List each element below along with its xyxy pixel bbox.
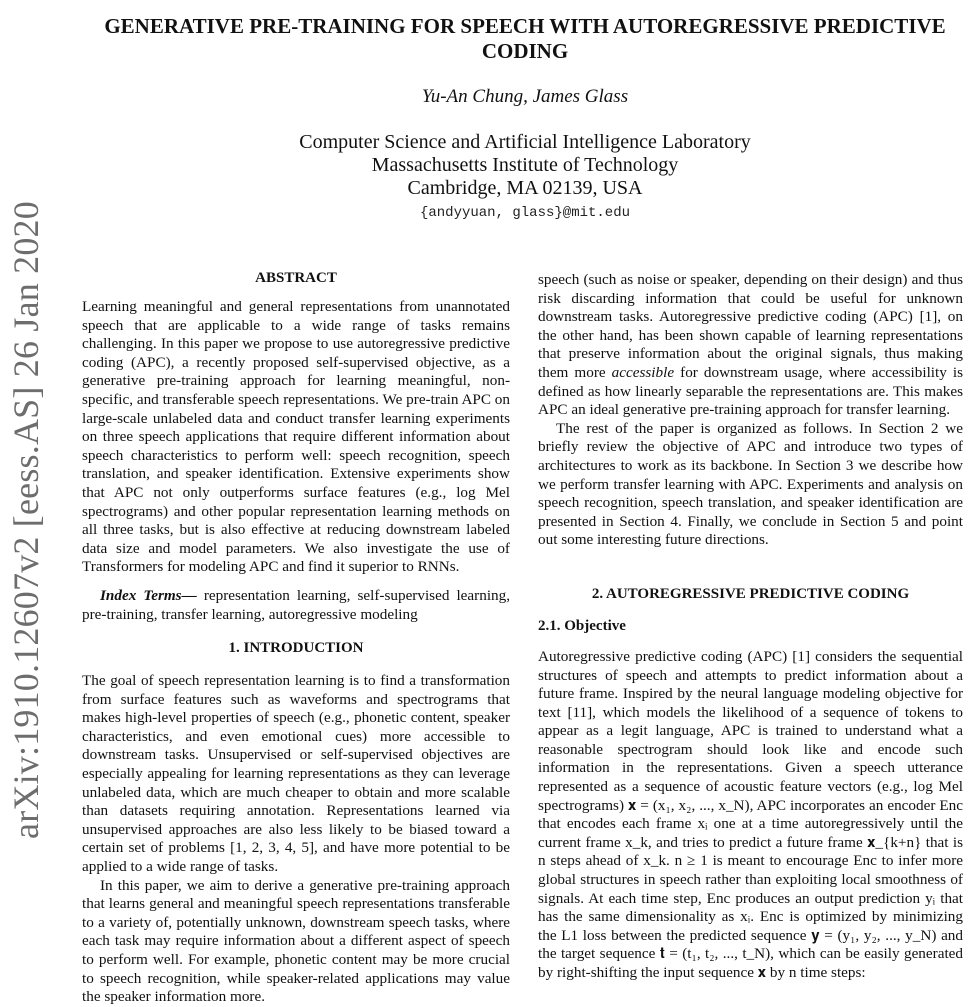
arxiv-identifier: arXiv:1910.12607v2 [eess.AS] 26 Jan 2020 <box>6 201 46 839</box>
author-affiliation <box>90 131 960 200</box>
paragraph-text: for downstream usage, where accessibility is defined as how linearly separable the representations are. This makes APC an ideal generative pre-training approach for transfer learning. <box>538 363 963 419</box>
subsection-objective-heading: 2.1. Objective <box>538 617 626 634</box>
paper-authors: Yu-An Chung, James Glass <box>421 86 629 107</box>
paper-organization-paragraph: The rest of the paper is organized as follows. In Section 2 we briefly review the objective of APC and introduce two types of architectures to work as its backbone. In Section 3 we describe how we perform transfer learning with APC. Experiments and analysis on speech recognition, speech translation, and speaker identification are presented in Section 4. Finally, we conclude in Section 5 and point out some interesting future directions. <box>538 419 963 549</box>
intro-paragraph-continued <box>538 271 963 420</box>
affiliation-line-lab: Computer Science and Artificial Intelligence Laboratory <box>299 131 751 153</box>
emphasis-accessible: accessible <box>611 363 675 381</box>
affiliation-line-address: Cambridge, MA 02139, USA <box>407 177 643 199</box>
objective-paragraph: Autoregressive predictive coding (APC) [1] considers the sequential structures of speech and attempts to predict information about a future frame. Inspired by the neural language modeling objective for text [11], which models the likelihood of a sequence of tokens to appear as a legit language, APC is trained to understand what a reasonable spectrogram should look like and encode such information in the representations. Given a speech utterance represented as a sequence of acoustic feature vectors (e.g., log Mel spectrograms) 𝐱 = (x₁, x₂, ..., x_N), APC incorporates an encoder Enc that encodes each frame xᵢ one at a time autoregressively until the current frame x_k, and tries to predict a future frame 𝐱_{k+n} that is n steps ahead of x_k. n ≥ 1 is meant to encourage Enc to infer more global structures in speech rather than exploiting local smoothness of signals. At each time step, Enc produces an output prediction yᵢ that has the same dimensionality as xᵢ. Enc is optimized by minimizing the L1 loss between the predicted sequence 𝐲 = (y₁, y₂, ..., y_N) and the target sequence 𝐭 = (t₁, t₂, ..., t_N), which can be easily generated by right-shifting the input sequence 𝐱 by n time steps: <box>538 647 963 981</box>
affiliation-line-institute: Massachusetts Institute of Technology <box>371 154 679 176</box>
abstract-heading: ABSTRACT <box>255 270 337 286</box>
abstract-text: Learning meaningful and general representations from unannotated speech that are applicable to a wide range of tasks remains challenging. In this paper we propose to use autoregressive predictive coding (APC), a recently proposed self-supervised objective, as a generative pre-training approach for learning meaningful, non-specific, and transferable speech representations. We pre-train APC on large-scale unlabeled data and conduct transfer learning experiments on three speech applications that require different information about speech characteristics to perform well: speech recognition, speech translation, and speaker identification. Extensive experiments show that APC not only outperforms surface features (e.g., log Mel spectrograms) and other popular representation learning methods on all three tasks, but is also effective at reducing downstream labeled data size and model parameters. We also investigate the use of Transformers for modeling APC and find it superior to RNNs. <box>82 298 510 576</box>
right-column <box>538 271 963 983</box>
author-email: {andyyuan, glass}@mit.edu <box>419 205 631 221</box>
intro-paragraph-2: In this paper, we aim to derive a generative pre-training approach that learns general and meaningful speech representations transferable to a variety of, potentially unknown, downstream speech tasks, where each task may require information about a different aspect of speech to perform well. For example, phonetic content may be more crucial to speech recognition, while speaker-related applications may value the speaker information more. <box>82 876 510 1006</box>
paragraph-text: speech (such as noise or speaker, depending on their design) and thus risk discarding information that could be useful for unknown downstream tasks. Autoregressive predictive coding (APC) [1], on the other hand, has been shown capable of learning representations that preserve information about the original signals, thus making them more <box>538 271 963 381</box>
section-2-heading: 2. AUTOREGRESSIVE PREDICTIVE CODING <box>591 585 910 602</box>
introduction-heading: 1. INTRODUCTION <box>228 640 364 657</box>
left-column <box>82 268 510 1007</box>
paper-title: GENERATIVE PRE-TRAINING FOR SPEECH WITH AUTOREGRESSIVE PREDICTIVE CODING <box>104 14 946 63</box>
index-terms-text: representation learning, self-supervised learning, pre-training, transfer learning, autoregressive modeling <box>82 586 511 623</box>
arxiv-identifier-sidebar <box>0 180 52 860</box>
index-terms-label: Index Terms— <box>100 586 197 604</box>
index-terms <box>82 587 510 624</box>
intro-paragraph-1: The goal of speech representation learning is to find a transformation from surface features such as waveforms and spectrograms that makes high-level properties of speech (e.g., phonetic content, speaker characteristics, and even emotional cues) more accessible to downstream tasks. Unsupervised or self-supervised objectives are especially appealing for learning representations as they can leverage unlabeled data, which are much cheaper to obtain and more scalable than datasets requiring annotation. Representations learned via unsupervised approaches are also less likely to be biased toward a certain set of problems [1, 2, 3, 4, 5], and have more potential to be applied to a wide range of tasks. <box>82 672 510 876</box>
